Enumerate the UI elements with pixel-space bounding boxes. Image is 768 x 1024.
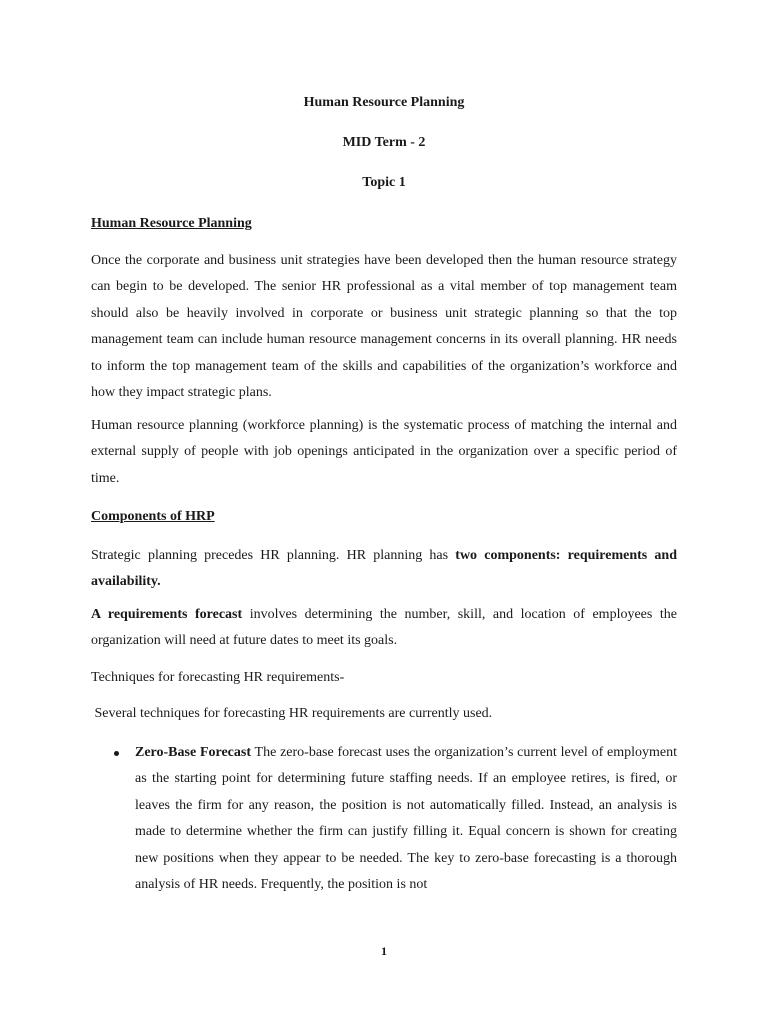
bullet-icon [114,751,119,756]
technique-description: The zero-base forecast uses the organization’s current level of employment as the starting point for determining future staffing needs. If an employee retires, is fired, or leaves the firm for any reason, the position is not automatically filled. Instead, an analysis is made to determine whether the firm can justify filling it. Equal concern is shown for creating new positions when they appear to be needed. The key to zero-base forecasting is a thorough analysis of HR needs. Frequently, the position is not [135,744,677,892]
paragraph-techniques-intro: Techniques for forecasting HR requirements- [91,669,345,685]
section-heading-components: Components of HRP [91,509,215,524]
components-emphasis: two components: requirements and availability. [91,547,677,589]
page-number: 1 [381,944,387,958]
paragraph-hrp-definition: Human resource planning (workforce planning) is the systematic process of matching the internal and external supply of people with job openings anticipated in the organization over a specific period of time. [91,417,677,486]
paragraph-hr-strategy: Once the corporate and business unit strategies have been developed then the human resource strategy can begin to be developed. The senior HR professional as a vital member of top management team should also be heavily involved in corporate or business unit strategic planning so that the top management team can include human resource management concerns in its overall planning. HR needs to inform the top management team of the skills and capabilities of the organization’s workforce and how they impact strategic plans. [91,252,677,400]
list-item [91,740,677,899]
paragraph-techniques-used: Several techniques for forecasting HR requirements are currently used. [91,706,493,721]
techniques-list [91,740,677,899]
paragraph-requirements-forecast [91,602,677,655]
technique-term: Zero-Base Forecast [135,744,252,760]
requirements-forecast-text: involves determining the number, skill, and location of employees the organization will need at future dates to meet its goals. [91,606,677,648]
document-title: Human Resource Planning [303,95,465,110]
paragraph-components [91,543,677,596]
topic-heading: Topic 1 [362,175,406,190]
section-heading-hrp: Human Resource Planning [91,216,252,231]
components-text: Strategic planning precedes HR planning. HR planning has [91,547,456,563]
document-body [91,211,677,899]
document-subtitle: MID Term - 2 [342,135,426,150]
requirements-forecast-term: A requirements forecast [91,606,243,622]
